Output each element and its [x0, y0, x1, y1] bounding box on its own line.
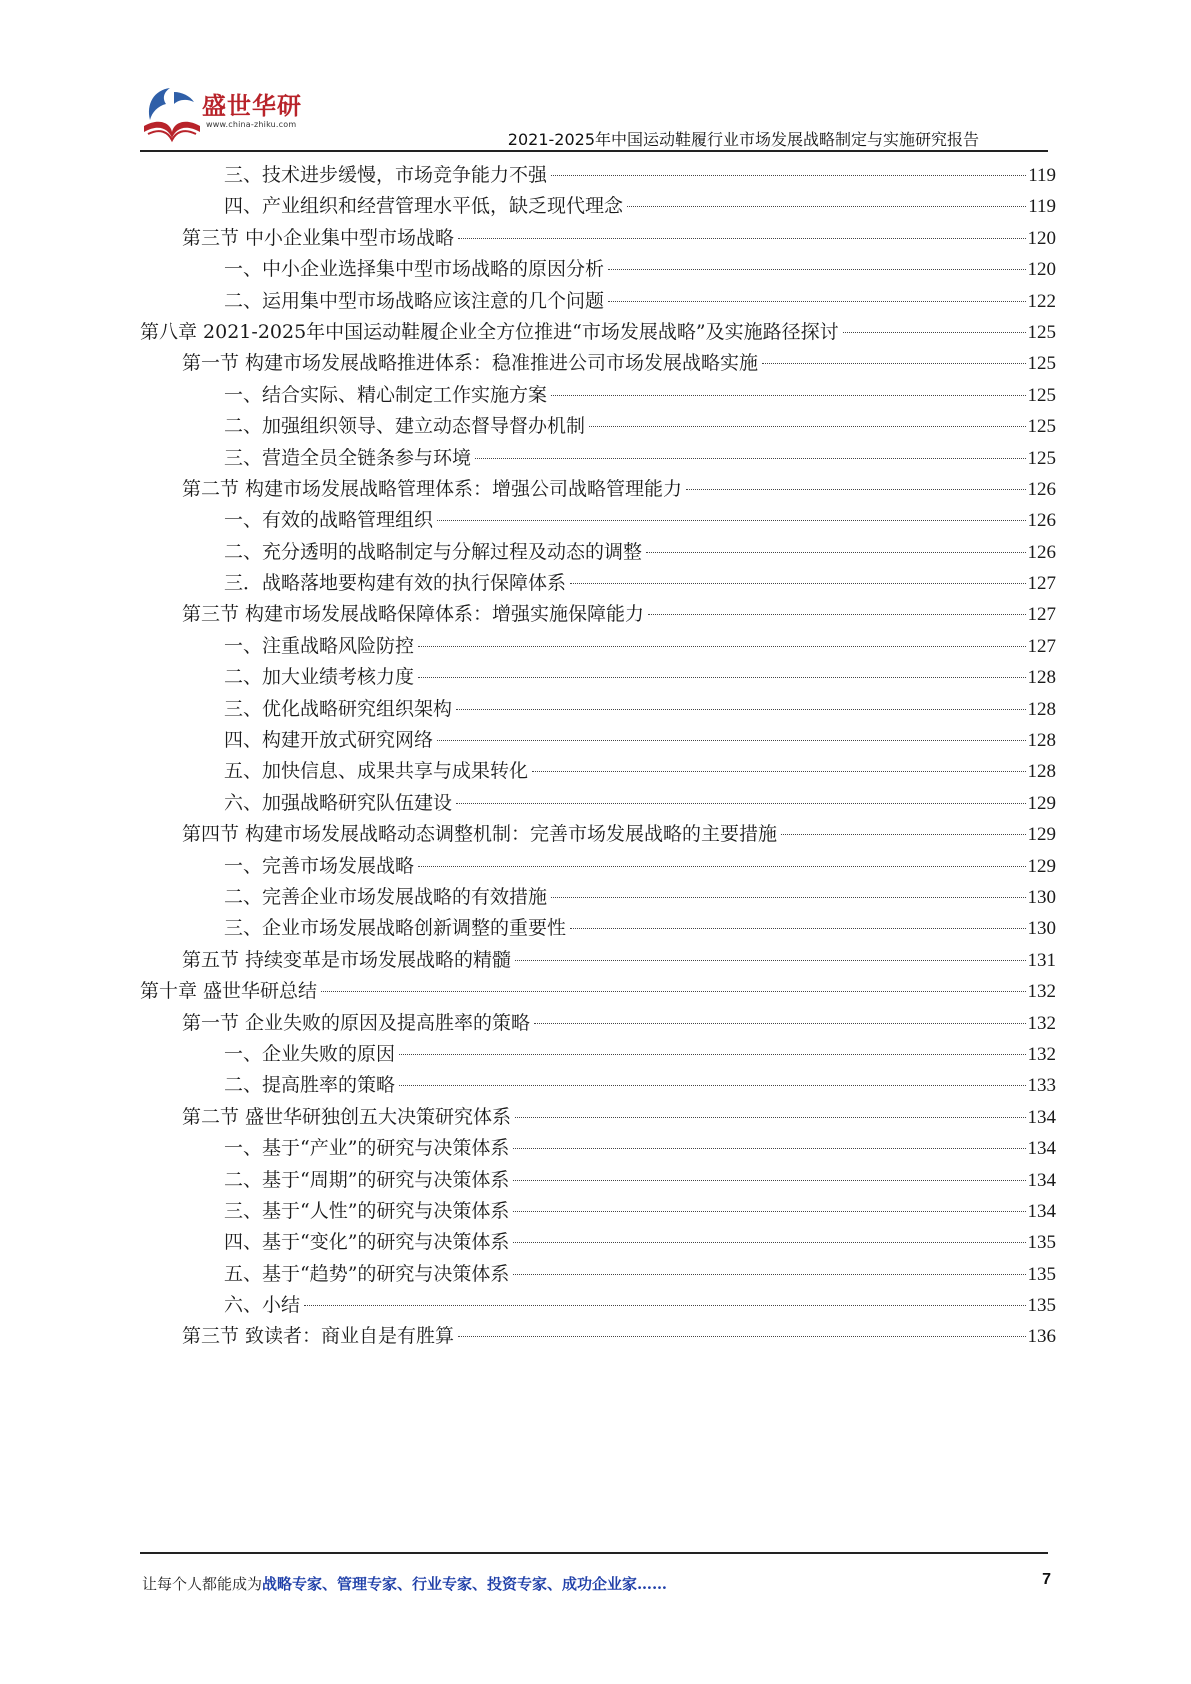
toc-dot-leader	[551, 175, 1026, 176]
toc-entry[interactable]	[140, 662, 1056, 693]
toc-entry[interactable]	[140, 1196, 1056, 1227]
toc-entry[interactable]	[140, 254, 1056, 285]
toc-dot-leader	[418, 866, 1025, 867]
toc-entry-title: 第三节 中小企业集中型市场战略	[182, 226, 455, 249]
footer-slogan-highlight: 战略专家、管理专家、行业专家、投资专家、成功企业家……	[262, 1575, 668, 1593]
toc-entry-page: 129	[1027, 792, 1056, 814]
toc-dot-leader	[589, 426, 1025, 427]
toc-entry-title: 第一节 构建市场发展战略推进体系：稳准推进公司市场发展战略实施	[182, 352, 759, 375]
toc-entry-page: 134	[1027, 1200, 1056, 1222]
toc-entry-title: 五、基于“趋势”的研究与决策体系	[224, 1262, 510, 1285]
logo-url: www.china-zhiku.com	[206, 120, 297, 129]
toc-entry-title: 第八章 2021-2025年中国运动鞋履企业全方位推进“市场发展战略”及实施路径探讨	[140, 320, 839, 343]
toc-entry-page: 134	[1027, 1169, 1056, 1191]
toc-entry[interactable]	[140, 1321, 1056, 1352]
toc-entry[interactable]	[140, 568, 1056, 599]
toc-entry-title: 第二节 盛世华研独创五大决策研究体系	[182, 1105, 512, 1128]
toc-dot-leader	[781, 834, 1025, 835]
toc-entry[interactable]	[140, 945, 1056, 976]
toc-entry-title: 一、注重战略风险防控	[224, 634, 415, 657]
toc-entry[interactable]	[140, 694, 1056, 725]
toc-entry-title: 第二节 构建市场发展战略管理体系：增强公司战略管理能力	[182, 477, 683, 500]
toc-entry-title: 一、完善市场发展战略	[224, 854, 415, 877]
toc-entry[interactable]	[140, 1290, 1056, 1321]
toc-entry-title: 第三节 致读者：商业自是有胜算	[182, 1325, 455, 1348]
toc-entry-title: 五、加快信息、成果共享与成果转化	[224, 760, 529, 783]
toc-entry-page: 134	[1027, 1138, 1056, 1160]
company-logo	[140, 78, 320, 150]
toc-entry-page: 129	[1027, 855, 1056, 877]
toc-entry-title: 二、加强组织领导、建立动态督导督办机制	[224, 415, 586, 438]
toc-entry-title: 四、基于“变化”的研究与决策体系	[224, 1231, 510, 1254]
toc-dot-leader	[532, 771, 1025, 772]
toc-entry[interactable]	[140, 1227, 1056, 1258]
toc-dot-leader	[686, 489, 1025, 490]
toc-entry-page: 131	[1027, 949, 1056, 971]
toc-dot-leader	[399, 1054, 1025, 1055]
toc-entry-title: 二、基于“周期”的研究与决策体系	[224, 1168, 510, 1191]
toc-dot-leader	[762, 363, 1025, 364]
toc-dot-leader	[551, 395, 1025, 396]
toc-entry-page: 120	[1027, 259, 1056, 281]
toc-dot-leader	[437, 740, 1025, 741]
toc-entry-title: 二、运用集中型市场战略应该注意的几个问题	[224, 289, 605, 312]
toc-dot-leader	[534, 1023, 1025, 1024]
header-divider	[140, 150, 1048, 152]
toc-entry-title: 一、有效的战略管理组织	[224, 509, 434, 532]
toc-entry[interactable]	[140, 851, 1056, 882]
toc-entry-page: 125	[1027, 353, 1056, 375]
toc-entry[interactable]	[140, 223, 1056, 254]
toc-dot-leader	[458, 238, 1025, 239]
toc-dot-leader	[608, 269, 1025, 270]
toc-dot-leader	[570, 928, 1025, 929]
toc-entry-title: 四、构建开放式研究网络	[224, 729, 434, 752]
toc-entry-page: 125	[1027, 416, 1056, 438]
toc-entry-title: 三．战略落地要构建有效的执行保障体系	[224, 572, 567, 595]
toc-dot-leader	[513, 1242, 1025, 1243]
toc-entry-page: 135	[1027, 1295, 1056, 1317]
page-header	[0, 0, 1191, 160]
toc-entry-page: 127	[1027, 635, 1056, 657]
toc-dot-leader	[458, 1336, 1025, 1337]
toc-entry-title: 一、中小企业选择集中型市场战略的原因分析	[224, 258, 605, 281]
report-title: 2021-2025年中国运动鞋履行业市场发展战略制定与实施研究报告	[507, 130, 979, 149]
toc-entry-page: 135	[1027, 1263, 1056, 1285]
toc-entry[interactable]	[140, 976, 1056, 1007]
toc-entry-title: 二、充分透明的战略制定与分解过程及动态的调整	[224, 540, 643, 563]
toc-entry-page: 133	[1027, 1075, 1056, 1097]
toc-entry-page: 130	[1027, 918, 1056, 940]
toc-entry[interactable]	[140, 913, 1056, 944]
toc-entry-title: 一、结合实际、精心制定工作实施方案	[224, 383, 548, 406]
toc-dot-leader	[627, 206, 1026, 207]
toc-entry-title: 三、技术进步缓慢，市场竞争能力不强	[224, 164, 548, 186]
toc-entry-title: 第四节 构建市场发展战略动态调整机制：完善市场发展战略的主要措施	[182, 823, 778, 846]
toc-entry[interactable]	[140, 599, 1056, 630]
toc-entry[interactable]	[140, 505, 1056, 536]
page-number: 7	[1042, 1571, 1051, 1588]
toc-entry-page: 120	[1027, 227, 1056, 249]
toc-entry-title: 第十章 盛世华研总结	[140, 980, 318, 1003]
toc-entry[interactable]	[140, 1133, 1056, 1164]
toc-dot-leader	[418, 677, 1025, 678]
toc-dot-leader	[515, 960, 1025, 961]
table-of-contents	[140, 160, 1056, 1353]
toc-dot-leader	[418, 646, 1025, 647]
toc-dot-leader	[513, 1274, 1025, 1275]
toc-dot-leader	[399, 1085, 1025, 1086]
toc-dot-leader	[513, 1180, 1025, 1181]
toc-entry[interactable]	[140, 1102, 1056, 1133]
toc-entry-title: 三、优化战略研究组织架构	[224, 697, 453, 720]
toc-entry[interactable]	[140, 348, 1056, 379]
toc-entry[interactable]	[140, 756, 1056, 787]
footer-divider	[140, 1552, 1048, 1554]
toc-entry-page: 126	[1027, 478, 1056, 500]
toc-dot-leader	[843, 332, 1026, 333]
toc-entry-page: 128	[1027, 761, 1056, 783]
toc-entry-title: 二、加大业绩考核力度	[224, 666, 415, 689]
toc-entry[interactable]	[140, 882, 1056, 913]
toc-entry[interactable]	[140, 443, 1056, 474]
footer-slogan	[142, 1573, 667, 1594]
toc-dot-leader	[475, 458, 1025, 459]
toc-entry-title: 第三节 构建市场发展战略保障体系：增强实施保障能力	[182, 603, 645, 626]
toc-entry-page: 125	[1027, 447, 1056, 469]
toc-entry-page: 132	[1027, 1012, 1056, 1034]
toc-entry-page: 125	[1027, 321, 1056, 343]
toc-entry[interactable]	[140, 317, 1056, 348]
toc-entry-page: 132	[1027, 1043, 1056, 1065]
toc-entry-page: 127	[1027, 573, 1056, 595]
toc-entry-page: 119	[1028, 165, 1056, 186]
toc-entry-title: 三、基于“人性”的研究与决策体系	[224, 1199, 510, 1222]
toc-entry[interactable]	[140, 725, 1056, 756]
toc-dot-leader	[646, 552, 1025, 553]
toc-entry[interactable]	[140, 819, 1056, 850]
toc-entry[interactable]	[140, 1039, 1056, 1070]
toc-entry[interactable]	[140, 286, 1056, 317]
toc-entry-title: 第一节 企业失败的原因及提高胜率的策略	[182, 1011, 531, 1034]
toc-entry-page: 119	[1028, 196, 1056, 218]
toc-entry[interactable]	[140, 411, 1056, 442]
toc-dot-leader	[551, 897, 1025, 898]
toc-entry[interactable]	[140, 1165, 1056, 1196]
toc-dot-leader	[304, 1305, 1025, 1306]
toc-dot-leader	[513, 1211, 1025, 1212]
toc-entry-title: 六、小结	[224, 1294, 301, 1317]
toc-entry-title: 三、企业市场发展战略创新调整的重要性	[224, 917, 567, 940]
toc-dot-leader	[437, 520, 1025, 521]
toc-dot-leader	[321, 991, 1025, 992]
toc-entry[interactable]	[140, 1259, 1056, 1290]
toc-dot-leader	[515, 1117, 1025, 1118]
toc-dot-leader	[513, 1148, 1025, 1149]
toc-entry-page: 128	[1027, 698, 1056, 720]
logo-book-icon	[140, 82, 204, 146]
toc-entry-page: 132	[1027, 981, 1056, 1003]
toc-entry-title: 四、产业组织和经营管理水平低，缺乏现代理念	[224, 195, 624, 218]
toc-dot-leader	[456, 803, 1025, 804]
toc-dot-leader	[570, 583, 1025, 584]
toc-entry-title: 二、完善企业市场发展战略的有效措施	[224, 885, 548, 908]
toc-entry-page: 128	[1027, 730, 1056, 752]
toc-entry-page: 127	[1027, 604, 1056, 626]
toc-entry[interactable]	[140, 631, 1056, 662]
toc-entry[interactable]	[140, 788, 1056, 819]
toc-dot-leader	[456, 709, 1025, 710]
toc-entry[interactable]	[140, 537, 1056, 568]
toc-entry-page: 130	[1027, 886, 1056, 908]
toc-entry-title: 第五节 持续变革是市场发展战略的精髓	[182, 948, 512, 971]
toc-entry-page: 128	[1027, 667, 1056, 689]
toc-dot-leader	[608, 301, 1025, 302]
toc-entry[interactable]	[140, 1070, 1056, 1101]
toc-entry-title: 二、提高胜率的策略	[224, 1074, 396, 1097]
toc-entry[interactable]	[140, 160, 1056, 191]
toc-entry-page: 134	[1027, 1106, 1056, 1128]
toc-entry-page: 136	[1027, 1326, 1056, 1348]
toc-entry-title: 一、基于“产业”的研究与决策体系	[224, 1137, 510, 1160]
toc-entry-title: 三、营造全员全链条参与环境	[224, 446, 472, 469]
logo-text: 盛世华研	[202, 92, 302, 120]
toc-entry[interactable]	[140, 380, 1056, 411]
toc-entry[interactable]	[140, 1008, 1056, 1039]
toc-entry-page: 135	[1027, 1232, 1056, 1254]
toc-entry[interactable]	[140, 474, 1056, 505]
toc-entry[interactable]	[140, 191, 1056, 222]
toc-entry-title: 六、加强战略研究队伍建设	[224, 791, 453, 814]
toc-dot-leader	[648, 614, 1025, 615]
toc-entry-page: 126	[1027, 541, 1056, 563]
toc-entry-page: 122	[1027, 290, 1056, 312]
footer-slogan-prefix: 让每个人都能成为	[142, 1575, 263, 1593]
toc-entry-page: 125	[1027, 384, 1056, 406]
toc-entry-title: 一、企业失败的原因	[224, 1042, 396, 1065]
toc-entry-page: 126	[1027, 510, 1056, 532]
toc-entry-page: 129	[1027, 824, 1056, 846]
